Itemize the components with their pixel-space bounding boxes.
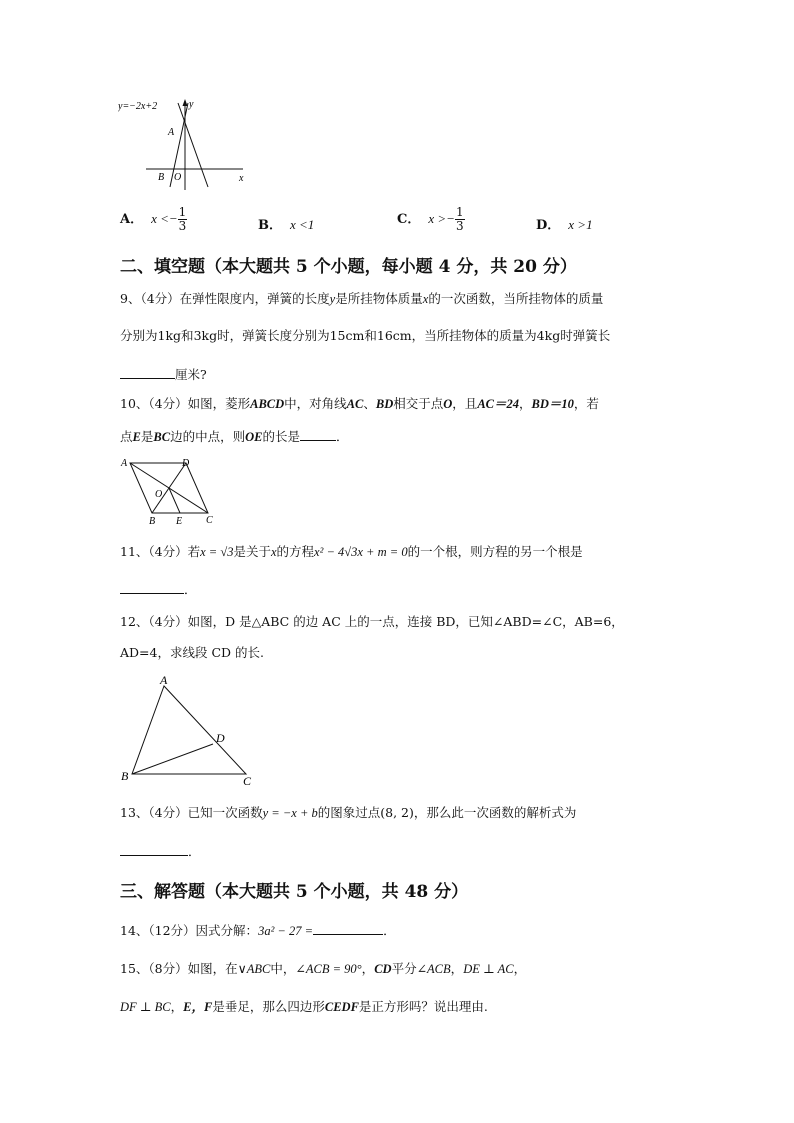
- line-equation-label: y=−2x+2: [118, 101, 158, 112]
- vertex-c-label: C: [206, 515, 213, 526]
- q9-line-1: 9、（4分）在弹性限度内，弹簧的长度y是所挂物体质量x的一次函数，当所挂物体的质量: [120, 291, 604, 306]
- section-2-title: 二、填空题（本大题共 5 个小题，每小题 4 分，共 20 分）: [120, 257, 577, 277]
- answer-blank[interactable]: [120, 581, 184, 594]
- point-b-label: B: [158, 172, 165, 183]
- option-b[interactable]: B． x <1: [258, 217, 315, 233]
- q9-line-2: 分别为1kg和3kg时，弹簧长度分别为15cm和16cm，当所挂物体的质量为4kg时弹簧长: [120, 328, 611, 343]
- q10-line-1: 10、（4分）如图，菱形ABCD中，对角线AC、BD相交于点O，且AC＝24，BD＝10，若: [120, 396, 599, 411]
- q10-line-2: 点E是BC边的中点，则OE的长是 ．: [120, 429, 349, 444]
- origin-label: O: [174, 172, 182, 183]
- q13-line-2: ．: [120, 843, 201, 859]
- q9-line-3: 厘米?: [120, 366, 207, 382]
- vertex-a-label: A: [121, 458, 128, 469]
- q14-line: 14、（12分）因式分解：3a² − 27 = ．: [120, 923, 396, 938]
- vertex-a-label: A: [160, 673, 168, 687]
- fraction: $\frac{1}{3}$: [455, 205, 464, 233]
- y-axis-label: y: [189, 99, 194, 110]
- answer-blank[interactable]: [313, 922, 383, 935]
- q8-graph: [118, 95, 253, 195]
- segment-bd: [132, 744, 213, 774]
- point-a-label: A: [168, 127, 175, 138]
- point-d-label: D: [216, 731, 225, 745]
- answer-blank[interactable]: [300, 428, 336, 441]
- answer-blank[interactable]: [120, 366, 175, 379]
- q11-line-2: ．: [120, 581, 197, 597]
- center-o-label: O: [155, 489, 163, 500]
- point-e-label: E: [176, 516, 183, 527]
- q13-line-1: 13、（4分）已知一次函数y = −x + b的图象过点(8, 2)，那么此一次函数的解析式为: [120, 805, 577, 820]
- fraction: $\frac{1}{3}$: [178, 205, 187, 233]
- section-3-title: 三、解答题（本大题共 5 个小题，共 48 分）: [120, 882, 469, 902]
- q10-rhombus-figure: [118, 455, 223, 527]
- q15-line-1: 15、（8分）如图，在∨ABC中，∠ACB = 90°，CD平分∠ACB，DE ⊥ AC，: [120, 961, 527, 976]
- vertex-d-label: D: [182, 458, 190, 469]
- answer-blank[interactable]: [120, 843, 188, 856]
- x-axis-label: x: [239, 173, 244, 184]
- vertex-b-label: B: [149, 516, 156, 527]
- q11-line-1: 11、（4分）若x = √3是关于x的方程x² − 4√3x + m = 0的一个根，则方程的另一个根是: [120, 544, 583, 559]
- vertex-b-label: B: [121, 769, 129, 783]
- line-decreasing: [178, 103, 208, 187]
- y-axis-arrow: [183, 99, 188, 106]
- option-d[interactable]: D． x >1: [536, 217, 593, 233]
- option-c[interactable]: C． x >− $\frac{1}{3}$: [397, 205, 464, 233]
- q12-line-1: 12、（4分）如图，D 是△ABC 的边 AC 上的一点，连接 BD，已知∠ABD=∠C，AB=6，: [120, 614, 624, 629]
- q12-triangle-figure: [118, 672, 263, 790]
- vertex-c-label: C: [243, 774, 252, 788]
- option-a[interactable]: A． x <− $\frac{1}{3}$: [120, 205, 187, 233]
- triangle-abc: [132, 686, 246, 774]
- q15-line-2: DF ⊥ BC，E，F是垂足，那么四边形CEDF是正方形吗？说出理由.: [120, 999, 488, 1014]
- q12-line-2: AD=4，求线段 CD 的长.: [120, 645, 264, 660]
